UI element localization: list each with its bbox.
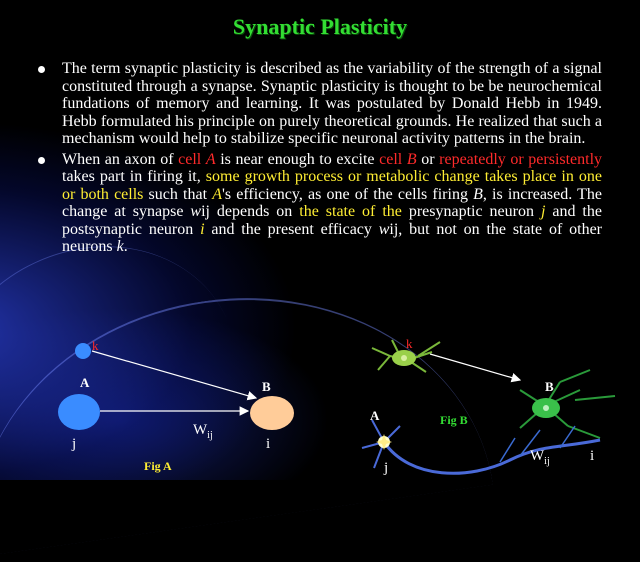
text: k bbox=[116, 238, 124, 255]
label-weight-fig-b: $W_{ij}$ bbox=[530, 448, 550, 467]
bullet-1: The term synaptic plasticity is described as the variability of the strength of a signal constituted through a synapse. Synaptic plasticity is thought to be be neurochemical fundations of memory and learning. It was postulated by Donald Hebb in 1949. Hebb formulated his principle on purely theoretical grounds. He realized that such a mechanism would help to stabilize specific neuronal activity patterns in the brain. bbox=[38, 60, 602, 148]
highlight-cell-b: cell B bbox=[379, 150, 417, 168]
neuron-b-circle bbox=[250, 396, 294, 430]
neuron-a-circle bbox=[58, 394, 100, 430]
label-b: B bbox=[262, 379, 271, 394]
text: or bbox=[416, 150, 440, 168]
label-j: j bbox=[72, 436, 77, 452]
label-k-fig-b: k bbox=[406, 336, 413, 351]
highlight-cell-a: cell A bbox=[178, 150, 216, 168]
highlight-i: i bbox=[200, 220, 205, 238]
highlight-repeatedly: repeatedly or persistently bbox=[439, 150, 603, 168]
highlight-state: the state of the bbox=[299, 203, 402, 220]
arrow-k-to-b bbox=[92, 351, 256, 398]
text: B bbox=[473, 185, 483, 203]
label-j-fig-b: j bbox=[384, 460, 389, 476]
slide-title: Synaptic Plasticity bbox=[232, 14, 408, 39]
text: and the postsynaptic neuron bbox=[62, 203, 602, 238]
text: ij depends on bbox=[201, 203, 300, 220]
text: ij, but not on the state of other neurons bbox=[62, 220, 603, 255]
neuron-a-image bbox=[362, 420, 600, 473]
label-b-fig-b: B bbox=[545, 379, 554, 394]
text: w bbox=[378, 220, 390, 238]
text: and the present efficacy bbox=[204, 220, 379, 238]
label-a-fig-b: A bbox=[370, 408, 380, 423]
neuron-k-circle bbox=[75, 343, 91, 359]
arrow-k-to-b-fig-b bbox=[430, 354, 520, 380]
highlight-growth-process: some growth process or metabolic change takes place in one or both cells bbox=[62, 168, 602, 203]
text: . bbox=[123, 238, 128, 255]
label-k: k bbox=[92, 338, 99, 353]
text: is near enough to excite bbox=[215, 150, 380, 168]
text: such that bbox=[143, 185, 213, 203]
text: When an axon of bbox=[62, 150, 179, 168]
neuron-diagram bbox=[0, 330, 640, 480]
highlight-j: j bbox=[540, 203, 546, 220]
neuron-b-image bbox=[520, 370, 615, 438]
label-weight: $W_{ij}$ bbox=[193, 422, 213, 441]
bullet-2 bbox=[38, 151, 602, 256]
text: , is increased. The change at synapse bbox=[62, 185, 602, 220]
label-a: A bbox=[80, 375, 90, 390]
text: presynaptic neuron bbox=[401, 203, 541, 220]
fig-a-caption: Fig A bbox=[144, 459, 172, 473]
bullet-list bbox=[38, 60, 602, 259]
highlight-a: A bbox=[212, 185, 222, 203]
fig-b-caption: Fig B bbox=[440, 413, 468, 427]
text: 's efficiency, as one of the cells firing bbox=[221, 185, 474, 203]
text: w bbox=[190, 203, 202, 220]
text: takes part in firing it, bbox=[62, 168, 206, 185]
label-i-fig-b: i bbox=[590, 448, 595, 464]
label-i: i bbox=[266, 436, 271, 452]
